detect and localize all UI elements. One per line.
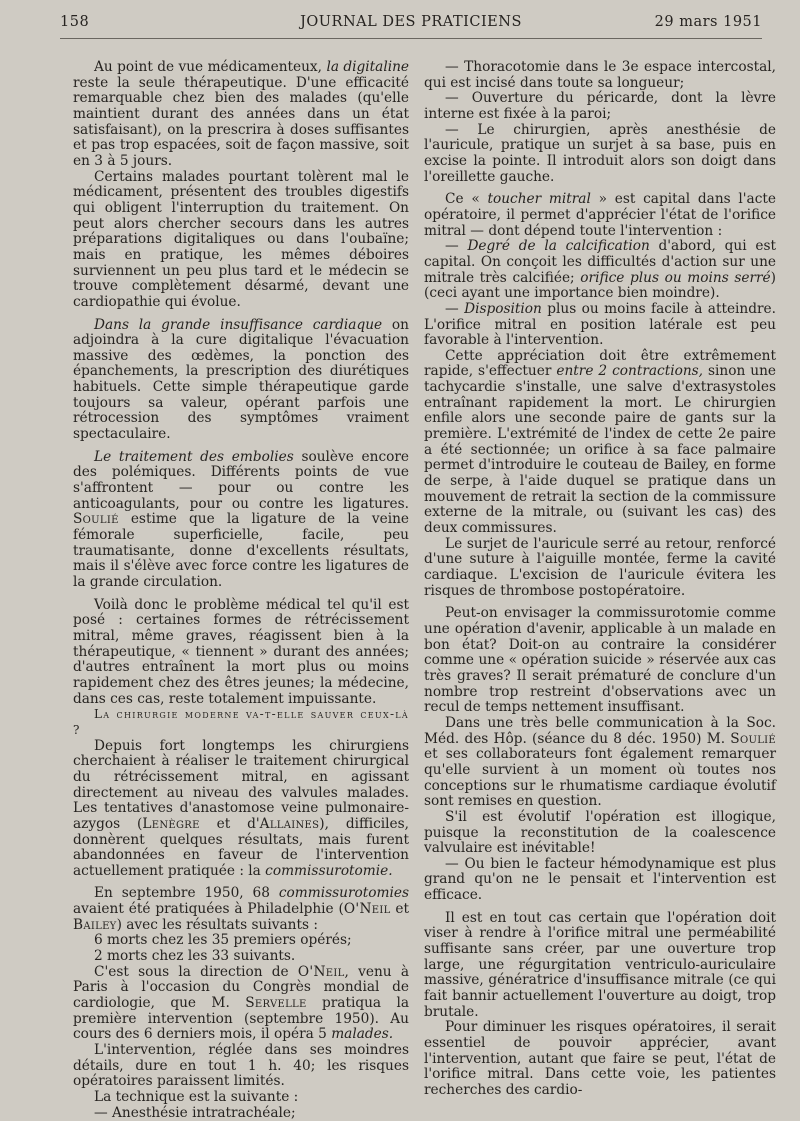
paragraph: S'il est évolutif l'opération est illogique, puisque la reconstitution de la coalescence valvulaire est inévitable! — [424, 808, 776, 857]
paragraph: C'est sous la direction de O'Neil, venu à Paris à l'occasion du Congrès mondial de cardiologie, que M. Servelle pratiqua la première intervention (septembre 1950). Au cours des 6 derniers mois, il opéra 5 malades. — [73, 963, 409, 1043]
paragraph: Au point de vue médicamenteux, la digitaline reste la seule thérapeutique. D'une efficacité remarquable chez bien des malades (qu'elle maintient durant des années dans un état satisfaisant), on la prescrira à doses suffisantes et pas trop espacées, soit de façon massive, soit en 3 à 5 jours. — [73, 59, 410, 169]
paragraph: — Le chirurgien, après anesthésie de l'auricule, pratique un surjet à sa base, puis en excise la pointe. Il introduit alors son doigt dans l'oreillette gauche. — [424, 121, 776, 185]
paragraph: Dans la grande insuffisance cardiaque on adjoindra à la cure digitalique l'évacuation massive des œdèmes, la ponction des épanchements, la prescription des diurétiques habituels. Cette simple thérapeutique garde toujours sa valeur, opérant parfois une rétrocession des symptômes vraiment spectaculaire. — [73, 316, 409, 443]
paragraph: En septembre 1950, 68 commissurotomies avaient été pratiquées à Philadelphie (O'Neil et Bailey) avec les résultats suivants : — [73, 885, 410, 933]
section-subheading: La chirurgie moderne va-t-elle sauver ceux-là ? — [73, 707, 409, 737]
paragraph: Dans une très belle communication à la Soc. Méd. des Hôp. (séance du 8 déc. 1950) M. Soulié et ses collaborateurs font également remarquer qu'elle survient à un moment où toutes nos conceptions sur le rhumatisme cardiaque évolutif sont remises en question. — [424, 714, 776, 810]
list-item: 6 morts chez les 35 premiers opérés; — [94, 932, 352, 949]
paragraph: Pour diminuer les risques opératoires, il serait essentiel de pouvoir apprécier, avant l'intervention, autant que faire se peut, l'état de l'orifice mitral. Dans cette voie, les patientes recherches des cardio- — [424, 1019, 776, 1098]
paragraph: — Ouverture du péricarde, dont la lèvre interne est fixée à la paroi; — [424, 90, 776, 122]
page-number: 158 — [60, 14, 90, 30]
paragraph: — Disposition plus ou moins facile à atteindre. L'orifice mitral en position latérale est peu favorable à l'intervention. — [424, 300, 776, 349]
paragraph: Il est en tout cas certain que l'opération doit viser à rendre à l'orifice mitral une perméabilité suffisante sans créer, par une ouverture trop large, une régurgitation ventriculo-auriculaire massive, génératrice d'insuffisance mitrale (ce qui fait bannir actuellement l'ouverture au doigt, trop brutale. — [424, 909, 776, 1020]
paragraph: — Degré de la calcification d'abord, qui est capital. On conçoit les difficultés d'action sur une mitrale très calcifiée; orifice plus ou moins serré) (ceci ayant une importance bien moindre). — [424, 238, 776, 302]
list-item: 2 morts chez les 33 suivants. — [94, 948, 296, 965]
paragraph: Certains malades pourtant tolèrent mal le médicament, présentent des troubles digestifs qui obligent l'interruption du traitement. On peut alors chercher secours dans les autres préparations digitaliques ou dans l'oubaïne; mais en pratique, les mêmes déboires surviennent un peu plus tard et le médecin se trouve complètement désarmé, devant une cardiopathie qui évolue. — [73, 168, 409, 310]
left-column — [73, 60, 409, 1121]
paragraph: La technique est la suivante : — [94, 1089, 299, 1105]
list-item: — Anesthésie intratrachéale; — [94, 1104, 296, 1121]
header-rule — [60, 38, 762, 39]
running-header — [60, 14, 762, 34]
paragraph: Depuis fort longtemps les chirurgiens cherchaient à réaliser le traitement chirurgical du rétrécissement mitral, en agissant directement au niveau des valvules malades. Les tentatives d'anastomose veine pulmonaire-azygos (Lenègre et d'Allaines), difficiles, donnèrent quelques résultats, mais furent abandonnées en faveur de l'intervention actuellement pratiquée : la commissurotomie. — [73, 737, 409, 879]
paragraph: L'intervention, réglée dans ses moindres détails, dure en tout 1 h. 40; les risques opératoires paraissent limités. — [73, 1042, 409, 1090]
paragraph: — Thoracotomie dans le 3e espace intercostal, qui est incisé dans toute sa longueur; — [424, 59, 776, 91]
paragraph: Le traitement des embolies soulève encore des polémiques. Différents points de vue s'affrontent — pour ou contre les anticoagulants, pour ou contre les ligatures. Soulié estime que la ligature de la veine fémorale superficielle, facile, peu traumatisante, donne d'excellents résultats, mais il s'élève avec force contre les ligatures de la grande circulation. — [73, 448, 409, 590]
issue-date: 29 mars 1951 — [654, 14, 762, 30]
paragraph: Le surjet de l'auricule serré au retour, renforcé d'une suture à l'aiguille montée, ferme la cavité cardiaque. L'excision de l'auricule évitera les risques de thrombose postopératoire. — [424, 535, 776, 599]
paragraph: Voilà donc le problème médical tel qu'il est posé : certaines formes de rétrécissement mitral, même graves, réagissent bien à la thérapeutique, « tiennent » durant des années; d'autres entraînent la mort plus ou moins rapidement chez des êtres jeunes; la médecine, dans ces cas, reste totalement impuissante. — [73, 596, 409, 707]
right-column — [424, 60, 776, 1099]
paragraph: Ce « toucher mitral » est capital dans l'acte opératoire, il permet d'apprécier l'état de l'orifice mitral — dont dépend toute l'intervention : — [424, 191, 776, 239]
paragraph: Cette appréciation doit être extrêmement rapide, s'effectuer entre 2 contractions, sinon une tachycardie s'installe, une salve d'extrasystoles entraînant rapidement la mort. Le chirurgien enfile alors une seconde paire de gants sur la première. L'extrémité de l'index de cette 2e paire a été sectionnée; un orifice à sa face palmaire permet d'introduire le couteau de Bailey, en forme de serpe, à l'aide duquel se pratique dans un mouvement de retrait la section de la commissure externe de la mitrale, ou (suivant les cas) des deux commissures. — [424, 347, 776, 537]
journal-title: JOURNAL DES PRATICIENS — [300, 14, 522, 30]
paragraph: Peut-on envisager la commissurotomie comme une opération d'avenir, applicable à un malade en bon état? Doit-on au contraire la considérer comme une « opération suicide » réservée aux cas très graves? Il serait prématuré de conclure d'un nombre trop restreint d'observations avec un recul de temps nettement insuffisant. — [424, 605, 776, 716]
paragraph: — Ou bien le facteur hémodynamique est plus grand qu'on ne le pensait et l'intervention est efficace. — [424, 855, 776, 904]
